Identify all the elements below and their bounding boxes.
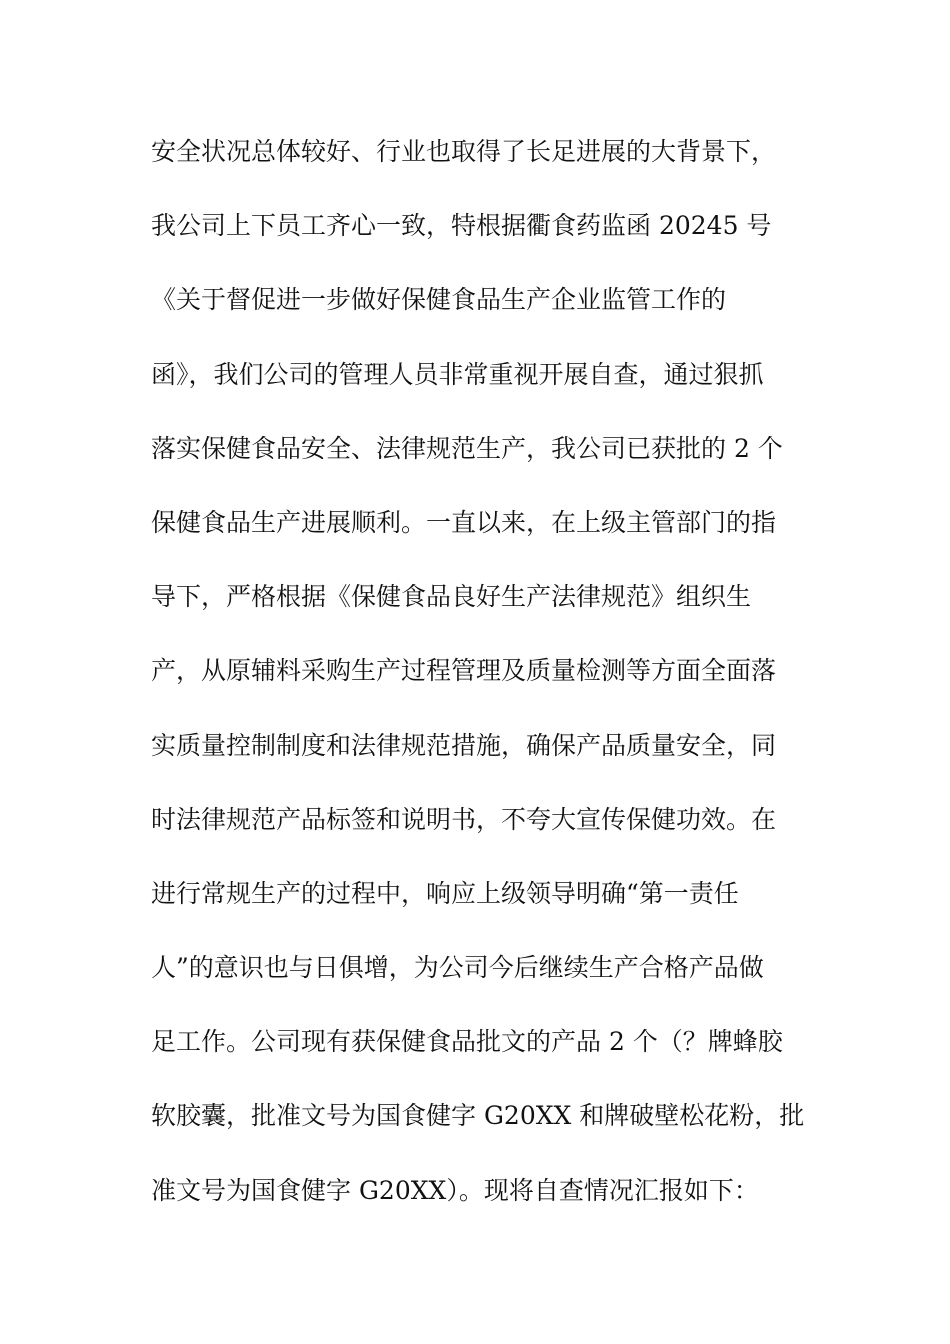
body-paragraph xyxy=(151,131,811,1244)
paragraph-line-2: 我公司上下员工齐心一致，特根据衢食药监函 20245 号 xyxy=(151,211,772,241)
paragraph-line-6: 保健食品生产进展顺利。一直以来，在上级主管部门的指 xyxy=(151,507,777,537)
paragraph-line-14: 软胶囊，批准文号为国食健字 G20XX 和牌破壁松花粉，批 xyxy=(151,1101,805,1131)
paragraph-line-13: 足工作。公司现有获保健食品批文的产品 2 个（？牌蜂胶 xyxy=(151,1027,783,1057)
paragraph-line-9: 实质量控制制度和法律规范措施，确保产品质量安全，同 xyxy=(151,730,777,760)
paragraph-line-1: 安全状况总体较好、行业也取得了长足进展的大背景下， xyxy=(151,137,777,166)
paragraph-line-12: 人”的意识也与日俱增，为公司今后继续生产合格产品做 xyxy=(151,953,764,983)
paragraph-line-3: 《关于督促进一步做好保健食品生产企业监管工作的 xyxy=(151,285,727,315)
paragraph-line-8: 产，从原辅料采购生产过程管理及质量检测等方面全面落 xyxy=(151,656,777,686)
paragraph-line-4: 函》，我们公司的管理人员非常重视开展自查，通过狠抓 xyxy=(151,359,764,389)
paragraph-line-15: 准文号为国食健字 G20XX）。现将自查情况汇报如下： xyxy=(151,1175,759,1205)
paragraph-line-10: 时法律规范产品标签和说明书，不夸大宣传保健功效。在 xyxy=(151,804,777,834)
paragraph-line-5: 落实保健食品安全、法律规范生产，我公司已获批的 2 个 xyxy=(151,433,783,463)
paragraph-line-7: 导下，严格根据《保健食品良好生产法律规范》组织生 xyxy=(151,582,752,612)
paragraph-line-11: 进行常规生产的过程中，响应上级领导明确“第一责任 xyxy=(151,878,739,908)
